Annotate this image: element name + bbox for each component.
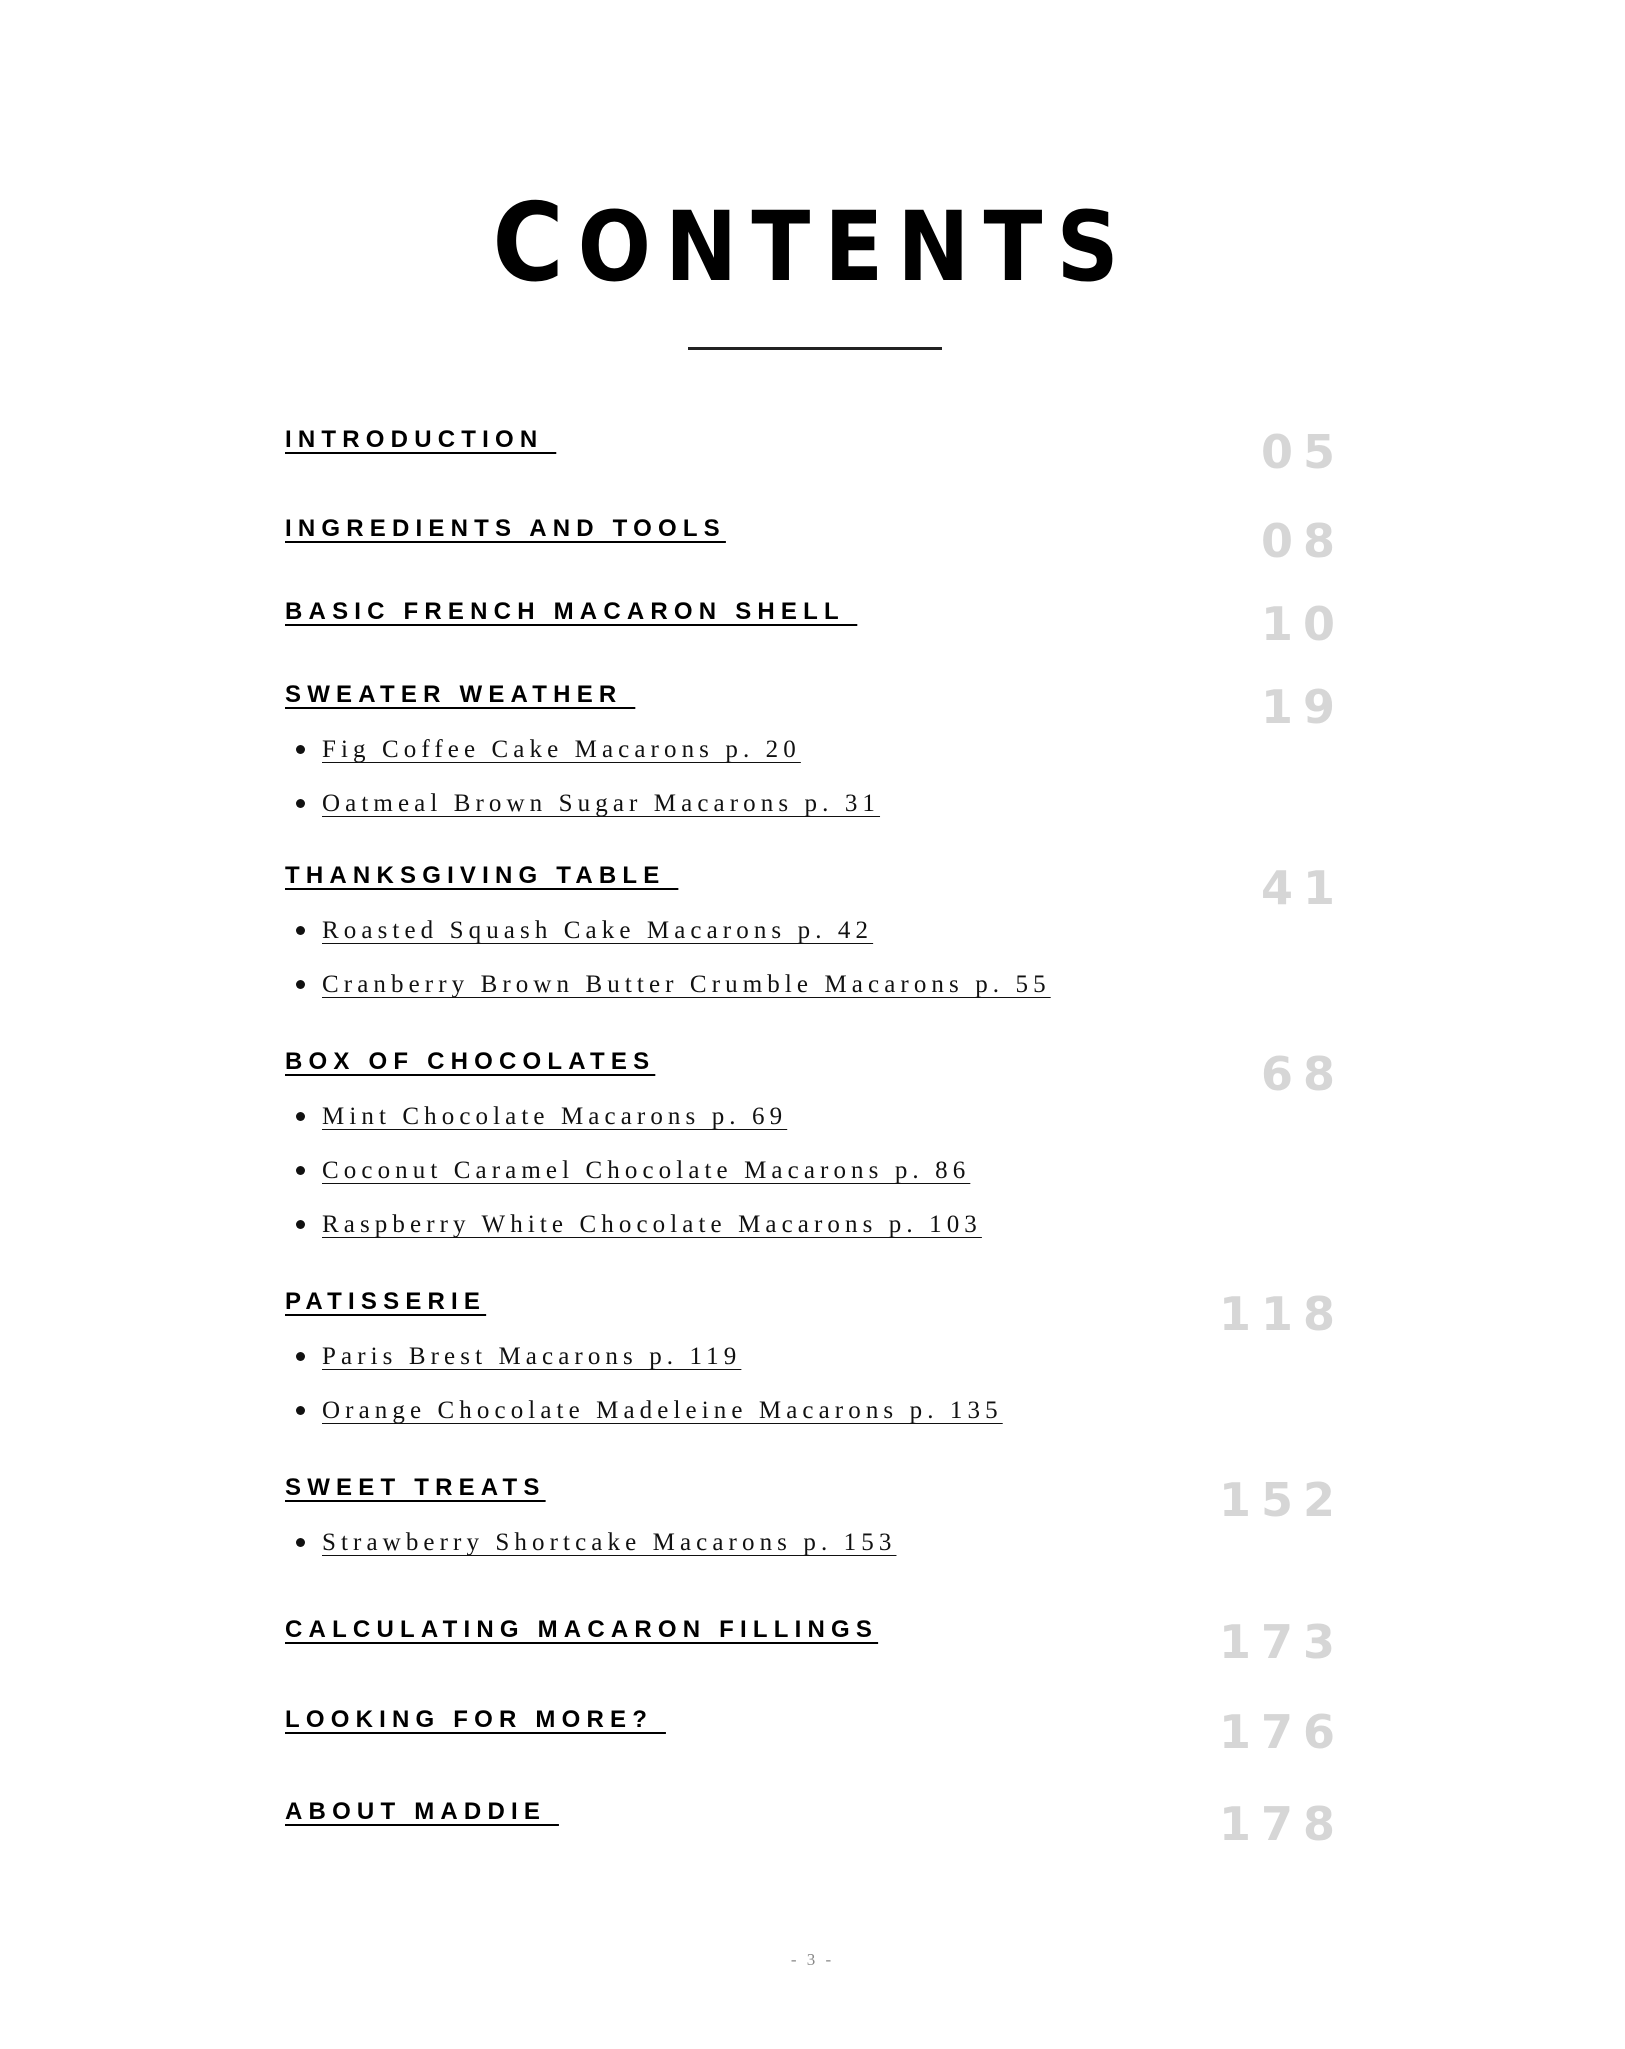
toc-page-number: 176 [1218, 1705, 1345, 1759]
bullet-icon [296, 1406, 305, 1415]
toc-heading-thanksgiving-table[interactable]: THANKSGIVING TABLE [285, 862, 679, 889]
bullet-icon [296, 799, 305, 808]
bullet-icon [296, 926, 305, 935]
toc-page-number: 19 [1260, 680, 1345, 734]
toc-page-number: 10 [1260, 597, 1345, 651]
toc-subitem-link[interactable]: Strawberry Shortcake Macarons p. 153 [322, 1529, 897, 1556]
toc-subitem-link[interactable]: Cranberry Brown Butter Crumble Macarons p. 55 [322, 971, 1051, 998]
toc-subitem-link[interactable]: Coconut Caramel Chocolate Macarons p. 86 [322, 1157, 971, 1184]
toc-heading-sweater-weather[interactable]: SWEATER WEATHER [285, 681, 636, 708]
toc-page-number: 173 [1218, 1615, 1345, 1669]
toc-subitem-link[interactable]: Mint Chocolate Macarons p. 69 [322, 1103, 788, 1130]
toc-page-number: 08 [1260, 514, 1345, 568]
toc-subitem-link[interactable]: Paris Brest Macarons p. 119 [322, 1343, 742, 1370]
toc-heading-patisserie[interactable]: PATISSERIE [285, 1288, 487, 1315]
page-title-rest: ONTENTS [577, 191, 1133, 303]
toc-subitem-link[interactable]: Fig Coffee Cake Macarons p. 20 [322, 736, 801, 763]
toc-page-number: 152 [1218, 1473, 1345, 1527]
bullet-icon [296, 1220, 305, 1229]
page-title-initial: C [492, 181, 578, 306]
toc-page-number: 178 [1218, 1797, 1345, 1851]
toc-page-number: 41 [1260, 861, 1345, 915]
toc-page-number: 118 [1218, 1287, 1345, 1341]
toc-heading-introduction[interactable]: INTRODUCTION [285, 426, 557, 453]
bullet-icon [296, 1352, 305, 1361]
bullet-icon [296, 745, 305, 754]
toc-page-number: 68 [1260, 1047, 1345, 1101]
toc-heading-looking-for-more[interactable]: LOOKING FOR MORE? [285, 1706, 666, 1733]
page-title [0, 181, 1625, 306]
toc-heading-calculating-macaron-fillings[interactable]: CALCULATING MACARON FILLINGS [285, 1616, 879, 1643]
toc-page-number: 05 [1260, 425, 1345, 479]
toc-heading-ingredients-and-tools[interactable]: INGREDIENTS AND TOOLS [285, 515, 726, 542]
bullet-icon [296, 1538, 305, 1547]
bullet-icon [296, 980, 305, 989]
toc-subitem-link[interactable]: Orange Chocolate Madeleine Macarons p. 135 [322, 1397, 1003, 1424]
toc-heading-basic-french-macaron-shell[interactable]: BASIC FRENCH MACARON SHELL [285, 598, 858, 625]
toc-subitem-link[interactable]: Roasted Squash Cake Macarons p. 42 [322, 917, 874, 944]
page-footer-number: - 3 - [790, 1950, 835, 1969]
toc-subitem-link[interactable]: Raspberry White Chocolate Macarons p. 103 [322, 1211, 982, 1238]
bullet-icon [296, 1112, 305, 1121]
bullet-icon [296, 1166, 305, 1175]
toc-heading-box-of-chocolates[interactable]: BOX OF CHOCOLATES [285, 1048, 656, 1075]
toc-heading-about-maddie[interactable]: ABOUT MADDIE [285, 1798, 559, 1825]
title-divider [688, 347, 942, 350]
toc-heading-sweet-treats[interactable]: SWEET TREATS [285, 1474, 546, 1501]
toc-subitem-link[interactable]: Oatmeal Brown Sugar Macarons p. 31 [322, 790, 881, 817]
